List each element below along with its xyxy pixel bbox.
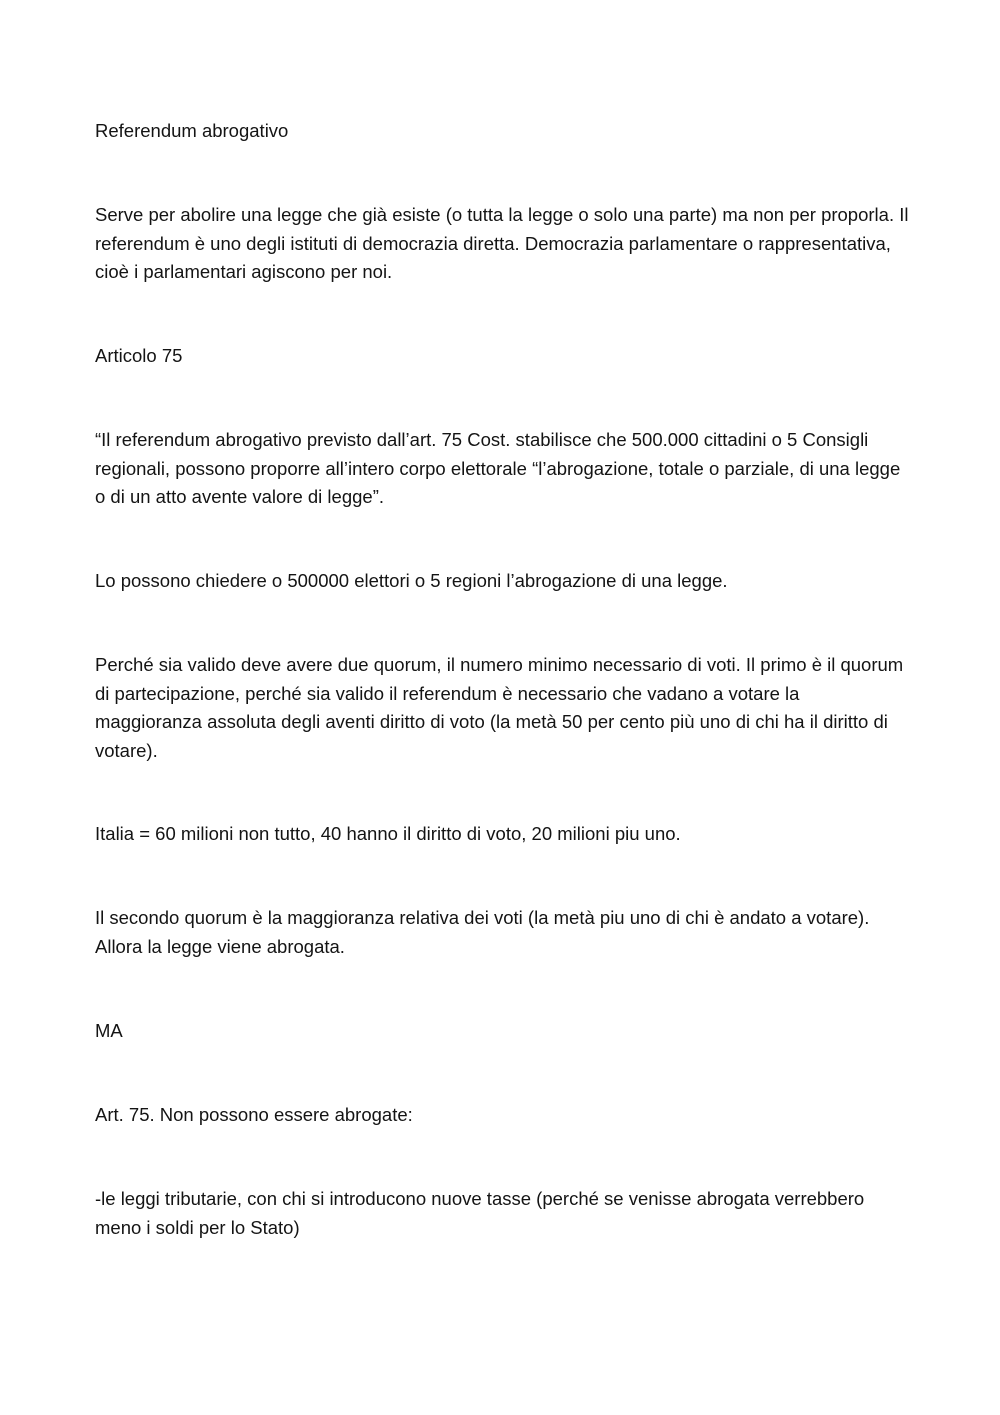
paragraph-italia-example: Italia = 60 milioni non tutto, 40 hanno il diritto di voto, 20 milioni piu uno. <box>95 823 681 844</box>
paragraph-definition: Serve per abolire una legge che già esiste (o tutta la legge o solo una parte) ma non per proporla. Il referendum è uno degli istituti di democrazia diretta. Democrazia parlamentare o rappresentativa, cioè i parlamentari agiscono per noi. <box>95 204 909 282</box>
paragraph-ma: MA <box>95 1020 123 1041</box>
paragraph-quorum: Perché sia valido deve avere due quorum, il numero minimo necessario di voti. Il primo è il quorum di partecipazione, perché sia valido il referendum è necessario che vadano a votare la maggioranza assoluta degli aventi diritto di voto (la metà 50 per cento più uno di chi ha il diritto di votare). <box>95 654 904 761</box>
paragraph-art-75-exceptions: Art. 75. Non possono essere abrogate: <box>95 1104 413 1125</box>
paragraph-article-quote: “Il referendum abrogativo previsto dall’art. 75 Cost. stabilisce che 500.000 cittadini o 5 Consigli regionali, possono proporre all’intero corpo elettorale “l’abrogazione, totale o parziale, di una legge o di un atto avente valore di legge”. <box>95 429 901 507</box>
heading-referendum-abrogativo: Referendum abrogativo <box>95 120 289 141</box>
paragraph-second-quorum: Il secondo quorum è la maggioranza relativa dei voti (la metà piu uno di chi è andato a votare). Allora la legge viene abrogata. <box>95 907 870 957</box>
heading-articolo-75: Articolo 75 <box>95 345 183 366</box>
paragraph-leggi-tributarie: -le leggi tributarie, con chi si introducono nuove tasse (perché se venisse abrogata verrebbero meno i soldi per lo Stato) <box>95 1188 865 1238</box>
paragraph-who-can-request: Lo possono chiedere o 500000 elettori o 5 regioni l’abrogazione di una legge. <box>95 570 728 591</box>
